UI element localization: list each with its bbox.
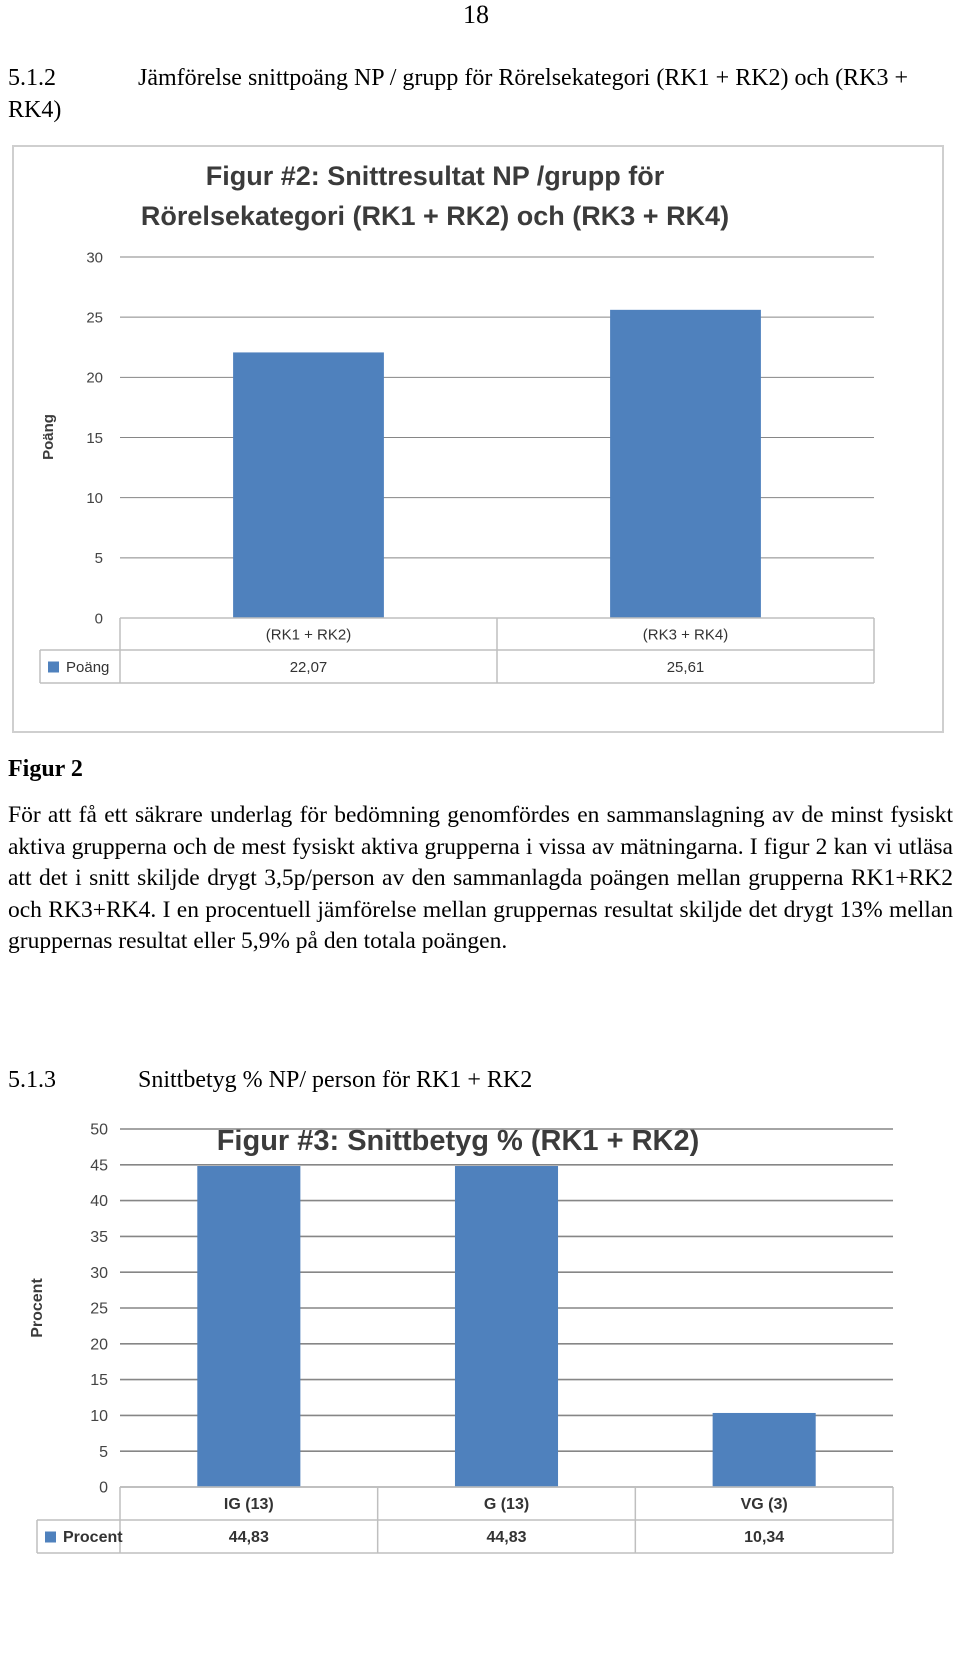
- category-label: IG (13): [223, 1496, 274, 1514]
- data-label: 44,83: [486, 1529, 527, 1547]
- section-heading-5-1-3: [8, 1064, 953, 1096]
- legend-key: [48, 662, 59, 673]
- body-paragraph: [8, 800, 953, 958]
- y-tick-label: 35: [90, 1229, 108, 1246]
- data-label: 10,34: [744, 1529, 785, 1547]
- legend-key: [45, 1532, 56, 1543]
- y-tick-label: 20: [90, 1336, 108, 1354]
- y-tick-label: 5: [94, 550, 103, 568]
- data-label: 25,61: [666, 658, 705, 676]
- category-label: (RK1 + RK2): [265, 626, 352, 644]
- chart-title: Figur #3: Snittbetyg % (RK1 + RK2): [216, 1125, 700, 1157]
- legend-label: Poäng: [66, 658, 110, 676]
- section-number: 5.1.2: [8, 65, 56, 91]
- y-axis-label: Procent: [29, 1278, 46, 1338]
- paragraph-text: För att få ett säkrare underlag för bedömning genomfördes en sammanslagning av de minst fysiskt aktiva grupperna och de mest fysiskt aktiva grupperna i vissa av mätningarna. I figur 2 kan vi utläsa att det i snitt skiljde drygt 3,5p/person av den sammanlagda poängen mellan grupperna RK1+RK2 och RK3+RK4. I en procentuell jämförelse mellan gruppernas resultat skiljde det drygt 13% mellan gruppernas resultat eller 5,9% på den totala poängen.: [8, 802, 953, 955]
- y-tick-label: 50: [90, 1121, 108, 1139]
- section-title: Jämförelse snittpoäng NP / grupp för Rörelsekategori (RK1 + RK2) och (RK3 + RK4): [8, 65, 909, 123]
- bar: [713, 1413, 816, 1487]
- section-number: 5.1.3: [8, 1067, 56, 1093]
- legend-label: Procent: [63, 1529, 123, 1547]
- data-label: 44,83: [228, 1529, 269, 1547]
- y-tick-label: 30: [90, 1264, 108, 1282]
- y-tick-label: 5: [99, 1443, 108, 1461]
- category-label: VG (3): [740, 1496, 788, 1514]
- y-tick-label: 45: [90, 1157, 108, 1175]
- y-tick-label: 0: [94, 610, 103, 628]
- bar: [455, 1166, 558, 1487]
- section-title: Snittbetyg % NP/ person för RK1 + RK2: [138, 1067, 533, 1093]
- figure-2-chart: [0, 140, 960, 740]
- page-number: 18: [463, 0, 489, 29]
- y-tick-label: 10: [90, 1408, 108, 1425]
- y-tick-label: 25: [86, 309, 103, 327]
- bar: [233, 352, 384, 618]
- y-tick-label: 10: [86, 489, 103, 507]
- y-tick-label: 20: [86, 369, 103, 387]
- bar: [610, 310, 761, 618]
- bar: [197, 1166, 300, 1487]
- y-tick-label: 15: [86, 429, 103, 447]
- data-label: 22,07: [289, 658, 328, 676]
- chart-title: Rörelsekategori (RK1 + RK2) och (RK3 + RK4): [140, 201, 730, 231]
- chart-title: Figur #2: Snittresultat NP /grupp för: [205, 161, 665, 191]
- y-tick-label: 0: [99, 1479, 108, 1497]
- category-label: G (13): [483, 1496, 530, 1514]
- figure-caption: Figur 2: [8, 756, 83, 782]
- y-tick-label: 30: [86, 249, 103, 267]
- section-heading-5-1-2: [8, 62, 953, 126]
- category-label: (RK3 + RK4): [642, 626, 729, 644]
- y-tick-label: 25: [90, 1300, 108, 1318]
- y-tick-label: 40: [90, 1193, 108, 1211]
- y-axis-label: Poäng: [40, 414, 57, 460]
- figure-3-chart: [0, 1110, 960, 1662]
- y-tick-label: 15: [90, 1372, 108, 1390]
